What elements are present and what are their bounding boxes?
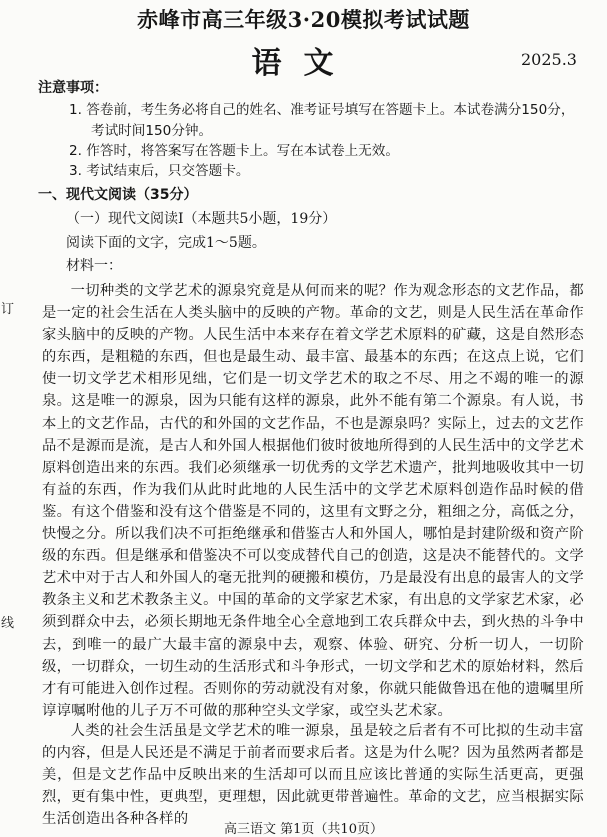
section-heading: 一、现代文阅读（35分） — [38, 187, 198, 203]
notice-item-1: 1. 答卷前，考生务必将自己的姓名、准考证号填写在答题卡上。本试卷满分150分， — [69, 102, 575, 118]
subject-title: 语文 — [251, 46, 356, 81]
exam-date: 2025.3 — [521, 50, 577, 69]
notice-item-2: 2. 作答时，将答案写在答题卡上。写在本试卷上无效。 — [69, 143, 399, 159]
notice-heading: 注意事项： — [38, 80, 108, 96]
page-footer: 高三语文 第1页（共10页） — [224, 822, 383, 837]
passage-paragraph-2: 人类的社会生活虽是文学艺术的唯一源泉，虽是较之后者有不可比拟的生动丰富的内容，但是人民还是不满足于前者而要求后者。这是为什么呢？因为虽然两者都是美，但是文艺作品中反映出来的生活却可以而且应该比普通的实际生活更高，更强烈，更有集中性，更典型，更理想，因此就更带普遍性。革命的文艺，应当根据实际生活创造出各种各样的 — [42, 723, 584, 828]
notice-item-3: 3. 考试结束后，只交答题卡。 — [69, 163, 250, 179]
material-label: 材料一： — [66, 258, 122, 274]
notice-item-1-cont: 考试时间150分钟。 — [91, 123, 213, 139]
exam-title: 赤峰市高三年级3·20模拟考试试题 — [137, 7, 470, 32]
subsection-heading: （一）现代文阅读Ⅰ（本题共5小题，19分） — [66, 211, 337, 227]
binding-mark-bottom: 线 — [1, 616, 15, 631]
passage-paragraph-1: 一切种类的文学艺术的源泉究竟是从何而来的呢？作为观念形态的文艺作品，都是一定的社会生活在人类头脑中的反映的产物。革命的文艺，则是人民生活在革命作家头脑中的反映的产物。人民生活中本来存在着文学艺术原料的矿藏，这是自然形态的东西，是粗糙的东西，但也是最生动、最丰富、最基本的东西；在这点上说，它们使一切文学艺术相形见绌，它们是一切文学艺术的取之不尽、用之不竭的唯一的源泉。这是唯一的源泉，因为只能有这样的源泉，此外不能有第二个源泉。有人说，书本上的文艺作品，古代的和外国的文艺作品，不也是源泉吗？实际上，过去的文艺作品不是源而是流，是古人和外国人根据他们彼时彼地所得到的人民生活中的文学艺术原料创造出来的东西。我们必须继承一切优秀的文学艺术遗产，批判地吸收其中一切有益的东西，作为我们从此时此地的人民生活中的文学艺术原料创造作品时候的借鉴。有这个借鉴和没有这个借鉴是不同的，这里有文野之分，粗细之分，高低之分，快慢之分。所以我们决不可拒绝继承和借鉴古人和外国人，哪怕是封建阶级和资产阶级的东西。但是继承和借鉴决不可以变成替代自己的创造，这是决不能替代的。文学艺术中对于古人和外国人的毫无批判的硬搬和模仿，乃是最没有出息的最害人的文学教条主义和艺术教条主义。中国的革命的文学家艺术家，有出息的文学家艺术家，必须到群众中去，必须长期地无条件地全心全意地到工农兵群众中去，到火热的斗争中去，到唯一的最广大最丰富的源泉中去，观察、体验、研究、分析一切人，一切阶级，一切群众，一切生动的生活形式和斗争形式，一切文学和艺术的原始材料，然后才有可能进入创作过程。否则你的劳动就没有对象，你就只能做鲁迅在他的遗嘱里所谆谆嘱咐他的儿子万不可做的那种空头文学家，或空头艺术家。 — [42, 283, 584, 719]
reading-instruction: 阅读下面的文字，完成1～5题。 — [66, 235, 266, 251]
binding-mark-top: 订 — [1, 302, 15, 317]
